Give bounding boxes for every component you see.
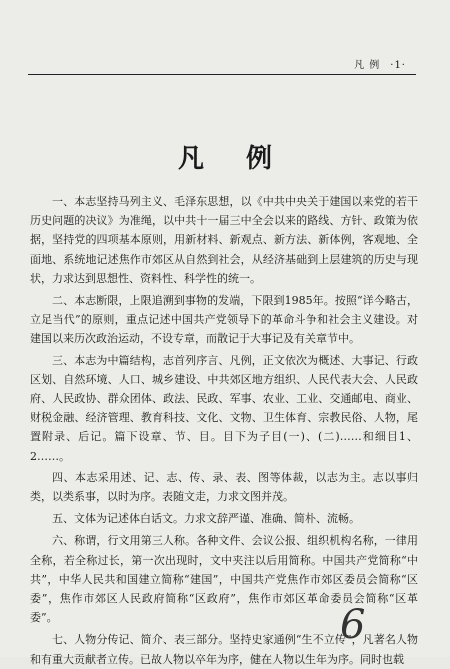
running-head-page-number: ·1·	[390, 60, 406, 71]
header-rule	[28, 74, 416, 75]
paragraph-3: 三、本志为中篇结构，志首列序言、凡例，正文依次为概述、大事记、行政区划、自然环境、人口、城乡建设、中共郊区地方组织、人民代表大会、人民政府、人民政协、群众团体、政法、民政、军事、农业、工业、交通邮电、商业、财税金融、经济管理、教育科技、文化、文物、卫生体育、宗教民俗、人物，尾置附录、后记。篇下设章、节、目。目下为子目(一)、(二)……和细目1、2……。	[30, 353, 418, 463]
paragraph-4: 四、本志采用述、记、志、传、录、表、图等体裁，以志为主。志以事归类，以类系事，以时为序。表随文走，力求文图并茂。	[30, 470, 418, 504]
handwritten-page-number: 6	[340, 602, 366, 648]
paragraph-6: 六、称谓，行文用第三人称。各种文件、会议公报、组织机构名称，一律用全称，若全称过长，第一次出现时，文中夹注以后用简称。中国共产党简称“中共”，中华人民共和国建立简称“建国”，中国共产党焦作市郊区委员会简称“区委”，焦作市郊区人民政府简称“区政府”，焦作市郊区革命委员会简称“区革委”。	[30, 534, 418, 625]
paragraph-1: 一、本志坚持马列主义、毛泽东思想，以《中共中央关于建国以来党的若干历史问题的决议》为准绳，以中共十一届三中全会以来的路线、方针、政策为依据，坚持党的四项基本原则，用新材料、新观点、新方法、新体例，客观地、全面地、系统地记述焦作市郊区从自然到社会，从经济基础到上层建筑的历史与现状，力求达到思想性、资料性、科学性的统一。	[30, 195, 418, 285]
page-title: 凡例	[177, 144, 314, 174]
running-head	[354, 56, 406, 71]
paragraph-2: 二、本志断限，上限追溯到事物的发端，下限到1985年。按照“详今略古，立足当代”的原则，重点记述中国共产党领导下的革命斗争和社会主义建设。对建国以来历次政治运动，不设专章，而散记于大事记及有关章节中。	[30, 294, 418, 346]
body-text	[30, 192, 418, 669]
paragraph-5: 五、文体为记述体白话文。力求文辞严谨、准确、简朴、流畅。	[52, 512, 360, 526]
running-head-section: 凡 例	[354, 60, 381, 71]
paragraph-7: 七、人物分传记、简介、表三部分。坚持史家通例“生不立传”，凡著名人物和有重大贡献者立传。已故人物以卒年为序，健在人物以生年为序。同时也载	[30, 633, 418, 666]
